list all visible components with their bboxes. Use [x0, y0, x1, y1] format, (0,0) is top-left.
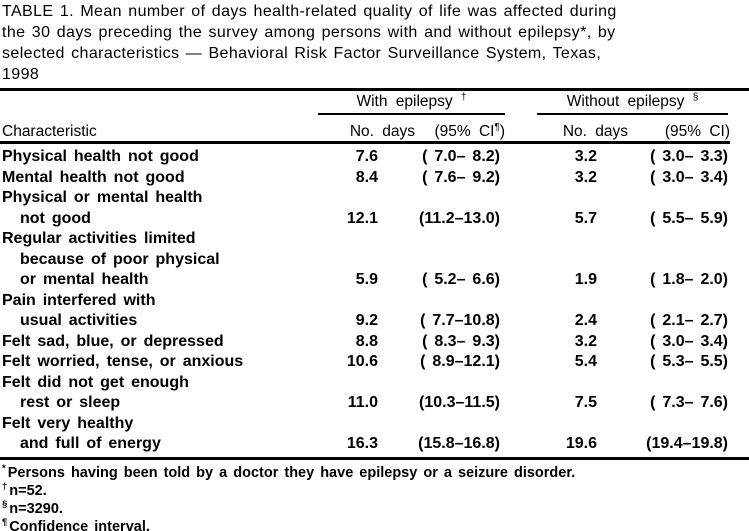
without-days-cell: 3.2 — [574, 332, 597, 350]
table-row — [0, 352, 730, 373]
footnote-marker: § — [2, 498, 8, 510]
characteristic-cell: and full of energy — [20, 435, 161, 452]
with-ci-cell — [415, 229, 505, 250]
footnote-marker: ¶ — [2, 516, 8, 528]
table-title — [0, 0, 749, 85]
spanner-empty-cell — [0, 91, 315, 115]
footnote-marker: * — [2, 462, 6, 474]
characteristic-cell: Felt very healthy — [2, 414, 134, 432]
without-ci-cell — [628, 373, 730, 394]
with-days-cell — [315, 414, 415, 435]
with-days-cell — [315, 188, 415, 209]
without-days-cell — [505, 229, 628, 250]
without-ci-cell: ( 5.5– 5.9) — [650, 209, 729, 227]
footnote-text: n=52. — [9, 482, 47, 499]
with-ci-header-close: ) — [499, 123, 505, 140]
characteristic-cell: Regular activities limited — [2, 230, 196, 247]
without-days-cell: 3.2 — [574, 168, 597, 186]
table-row — [0, 188, 730, 209]
characteristic-cell: or mental health — [20, 271, 149, 288]
footnote-text: Persons having been told by a doctor they have epilepsy or a seizure disorder. — [7, 464, 576, 481]
footnote-text: Confidence interval. — [9, 518, 150, 531]
footnotes — [0, 460, 749, 531]
without-days-cell: 3.2 — [574, 148, 597, 165]
without-days-header: No. days — [505, 115, 628, 143]
without-ci-cell — [628, 414, 730, 435]
characteristic-cell: rest or sleep — [20, 394, 121, 411]
table-row — [0, 311, 730, 332]
with-ci-cell — [415, 188, 505, 209]
without-ci-cell: ( 5.3– 5.5) — [650, 353, 729, 370]
with-days-cell: 12.1 — [346, 209, 378, 227]
with-days-cell: 9.2 — [355, 312, 378, 329]
without-days-cell: 19.6 — [565, 435, 597, 452]
characteristic-cell: Felt sad, blue, or depressed — [2, 332, 224, 350]
with-days-cell — [315, 291, 415, 312]
without-days-cell — [505, 414, 628, 435]
table-row — [0, 434, 730, 455]
without-ci-header — [628, 115, 730, 143]
with-days-header: No. days — [315, 115, 415, 143]
without-ci-cell: ( 3.0– 3.3) — [650, 148, 729, 165]
with-ci-cell: ( 5.2– 6.6) — [422, 271, 500, 288]
table-row — [0, 229, 730, 250]
characteristic-cell: Physical or mental health — [2, 189, 203, 206]
data-table — [0, 91, 730, 455]
table-title-line: TABLE 1. Mean number of days health-related quality of life was affected during — [2, 3, 617, 20]
table-title-line: 1998 — [2, 66, 40, 83]
characteristic-cell: Pain interfered with — [2, 291, 156, 309]
without-days-cell — [505, 373, 628, 394]
characteristic-cell: Physical health not good — [2, 148, 199, 165]
without-days-cell: 1.9 — [574, 271, 597, 288]
pilcrow-footnote-marker: ¶ — [494, 121, 500, 133]
footnote-line — [2, 500, 747, 518]
with-days-cell: 8.4 — [355, 168, 378, 186]
footnote-marker: † — [2, 480, 8, 492]
without-days-cell — [505, 291, 628, 312]
without-ci-cell: ( 2.1– 2.7) — [650, 312, 729, 329]
table-row — [0, 168, 730, 189]
with-ci-cell: (15.8–16.8) — [418, 435, 500, 452]
with-days-cell — [315, 373, 415, 394]
with-ci-cell — [415, 414, 505, 435]
column-group-row — [0, 91, 730, 115]
with-ci-cell: ( 7.6– 9.2) — [422, 168, 500, 186]
with-days-cell — [315, 250, 415, 271]
characteristic-cell: because of poor physical — [20, 250, 220, 268]
with-days-cell: 5.9 — [355, 271, 378, 288]
without-ci-cell: (19.4–19.8) — [646, 435, 729, 452]
without-days-cell — [505, 250, 628, 271]
without-days-cell — [505, 188, 628, 209]
column-header-row — [0, 115, 730, 143]
col-group-with-label: With epilepsy — [356, 93, 453, 110]
with-days-cell: 10.6 — [346, 353, 378, 370]
without-days-cell: 5.7 — [574, 209, 597, 227]
table-row — [0, 291, 730, 312]
with-ci-cell — [415, 250, 505, 271]
without-ci-cell: ( 7.3– 7.6) — [650, 394, 729, 411]
footnote-line — [2, 464, 747, 482]
with-ci-header — [415, 115, 505, 143]
table-title-line: the 30 days preceding the survey among persons with and without epilepsy*, by — [2, 24, 616, 41]
dagger-footnote-marker: † — [460, 91, 467, 103]
footnote-line — [2, 518, 747, 531]
without-ci-cell — [628, 291, 730, 312]
characteristic-cell: Mental health not good — [2, 168, 185, 186]
without-ci-cell: ( 3.0– 3.4) — [650, 168, 729, 186]
without-ci-cell — [628, 188, 730, 209]
without-ci-header-close: ) — [724, 123, 731, 140]
without-ci-cell: ( 3.0– 3.4) — [650, 332, 729, 350]
table-row — [0, 143, 730, 168]
footnote-text: n=3290. — [9, 500, 63, 517]
with-ci-cell: ( 8.9–12.1) — [420, 353, 500, 370]
table-row — [0, 393, 730, 414]
characteristic-cell: Felt worried, tense, or anxious — [2, 353, 244, 370]
characteristic-header: Characteristic — [0, 115, 315, 143]
col-group-with-epilepsy — [318, 93, 505, 115]
col-group-without-label: Without epilepsy — [566, 93, 685, 110]
with-ci-cell: ( 7.7–10.8) — [420, 312, 500, 329]
section-footnote-marker: § — [692, 91, 699, 103]
with-ci-cell: ( 8.3– 9.3) — [422, 332, 500, 350]
without-ci-cell — [628, 250, 730, 271]
table-title-line: selected characteristics — Behavioral Risk Factor Surveillance System, Texas, — [2, 45, 602, 62]
with-ci-header-text: (95% CI — [434, 123, 495, 140]
without-ci-header-text: (95% CI — [664, 123, 725, 140]
without-ci-cell — [628, 229, 730, 250]
table-row — [0, 250, 730, 271]
without-ci-cell: ( 1.8– 2.0) — [650, 271, 729, 288]
with-days-cell: 11.0 — [347, 394, 378, 411]
footnote-line — [2, 482, 747, 500]
with-days-cell — [315, 229, 415, 250]
without-days-cell: 5.4 — [574, 353, 597, 370]
with-ci-cell — [415, 291, 505, 312]
table-row — [0, 414, 730, 435]
with-days-cell: 16.3 — [346, 435, 378, 452]
characteristic-cell: usual activities — [20, 312, 138, 329]
col-group-without-epilepsy — [537, 93, 728, 115]
with-ci-cell — [415, 373, 505, 394]
with-ci-cell: (11.2–13.0) — [419, 209, 500, 227]
without-days-cell: 2.4 — [574, 312, 597, 329]
table-row — [0, 209, 730, 230]
table-row — [0, 373, 730, 394]
table-row — [0, 332, 730, 353]
with-ci-cell: (10.3–11.5) — [419, 394, 500, 411]
without-days-cell: 7.5 — [574, 394, 597, 411]
with-ci-cell: ( 7.0– 8.2) — [422, 148, 500, 165]
with-days-cell: 7.6 — [355, 148, 378, 165]
with-days-cell: 8.8 — [355, 332, 378, 350]
characteristic-cell: Felt did not get enough — [2, 373, 189, 391]
table-row — [0, 270, 730, 291]
characteristic-cell: not good — [20, 209, 91, 227]
